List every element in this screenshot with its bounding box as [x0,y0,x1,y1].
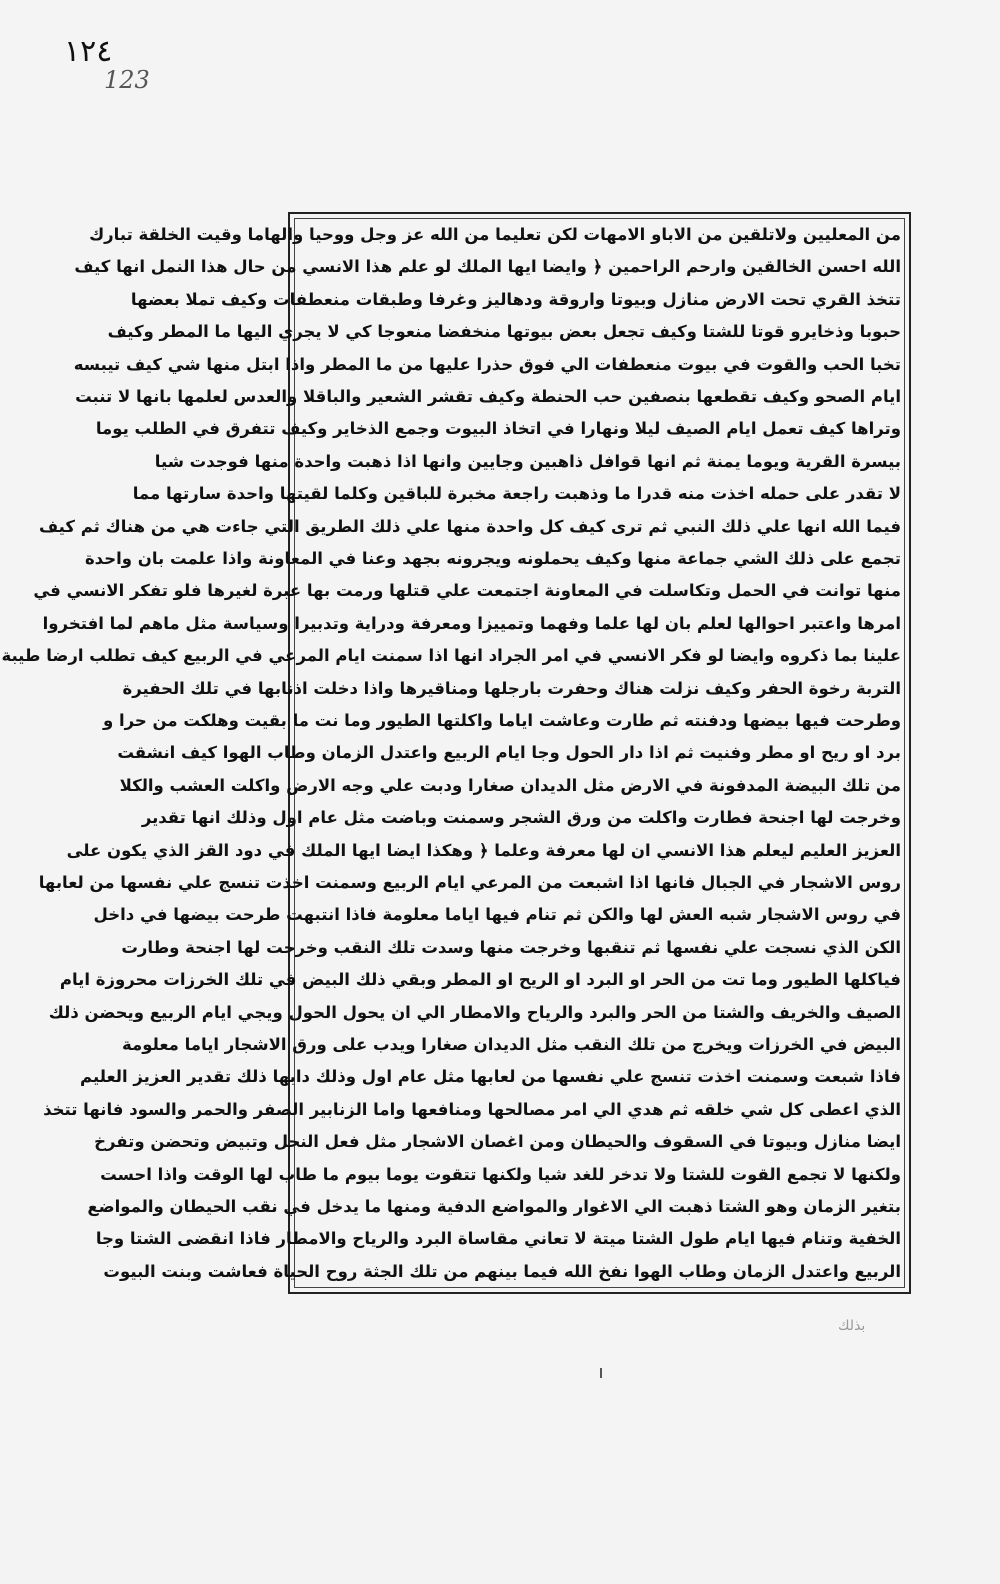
manuscript-line: وتراها كيف تعمل ايام الصيف ليلا ونهارا في اتخاذ البيوت وجمع الذخاير وكيف تتفرق في الطلب يوما [95,419,901,439]
manuscript-line: تتخذ القري تحت الارض منازل وبيوتا واروقة ودهاليز وغرفا وطبقات منعطفات وكيف تملا بعضها [130,289,901,309]
manuscript-line: منها توانت في الحمل وتكاسلت في المعاونة اجتمعت علي قتلها ورمت بها عبرة لغيرها فلو تفكر الانسي في [33,581,901,601]
manuscript-line: وخرجت لها اجنحة فطارت واكلت من ورق الشجر وسمنت وباضت مثل عام اول وذلك انها تقدير [141,808,901,828]
manuscript-line: الله احسن الخالقين وارحم الراحمين ﴿ وايضا ايها الملك لو علم هذا الانسي من حال هذا النمل انها كيف [74,257,901,277]
manuscript-line: حبوبا وذخايرو قوتا للشتا وكيف تجعل بعض بيوتها منخفضا منعوجا كي لا يجري اليها ما المطر وكيف [107,322,901,342]
manuscript-line: ولكنها لا تجمع القوت للشتا ولا تدخر للغد شيا ولكنها تتقوت يوما بيوم ما طاب لها الوقت واذا احست [100,1164,901,1184]
manuscript-line: من المعليين ولاتلقين من الاباو الامهات لكن تعليما من الله عز وجل ووحيا والهاما وقيت الخلقة تبارك [89,225,901,244]
manuscript-line: علينا بما ذكروه وايضا لو فكر الانسي في امر الجراد انها اذا سمنت ايام المرعي في الربيع كيف تطلب ارضا طيبة [1,646,901,666]
manuscript-line: العزيز العليم ليعلم هذا الانسي ان لها معرفة وعلما ﴿ وهكذا ايضا ايها الملك في دود القز الذي يكون على [66,840,901,860]
manuscript-line: الذي اعطى كل شي خلقه ثم هدي الي امر مصالحها ومنافعها واما الزنابير الصفر والحمر والسود فانها تتخذ [43,1099,901,1119]
manuscript-line: لا تقدر على حمله اخذت منه قدرا ما وذهبت راجعة مخبرة للباقين وكلما لقيتها واحدة سارتها مما [132,484,901,504]
manuscript-line: الخفية وتنام فيها ايام طول الشتا ميتة لا تعاني مقاساة البرد والرياح والامطار فاذا انقضى الشتا وجا [95,1229,901,1249]
manuscript-line: ايام الصحو وكيف تقطعها بنصفين حب الحنطة وكيف تقشر الشعير والباقلا والعدس لعلمها بانها لا تنبت [75,387,901,406]
manuscript-line: فاذا شبعت وسمنت اخذت تنسج علي نفسها من لعابها مثل عام اول وذلك دابها ذلك تقدير العزيز العليم [80,1067,901,1087]
manuscript-line: الصيف والخريف والشتا من الحر والبرد والرياح والامطار الي ان يحول الحول ويجي ايام الربيع ويحضن ذلك [48,1002,901,1022]
manuscript-line: فيما الله انها علي ذلك النبي ثم ترى كيف كل واحدة منها علي ذلك الطريق التي جاءت هي من هناك ثم كيف [38,516,901,536]
manuscript-line: الربيع واعتدل الزمان وطاب الهوا نفخ الله فيما بينهم من تلك الجثة روح الحياة فعاشت وبنت البيوت [103,1261,901,1281]
manuscript-line: روس الاشجار في الجبال فانها اذا اشبعت من المرعي ايام الربيع وسمنت اخذت تنسج علي نفسها من لعابها [38,873,901,892]
manuscript-line: تجمع على ذلك الشي جماعة منها وكيف يحملونه ويجرونه بجهد وعنا في المعاونة واذا علمت بان واحدة [84,549,901,568]
manuscript-line: من تلك البيضة المدفونة في الارض مثل الديدان صغارا ودبت علي وجه الارض واكلت العشب والكلا [119,775,901,795]
manuscript-line: بتغير الزمان وهو الشتا ذهبت الي الاغوار والمواضع الدفية ومنها ما يدخل في نقب الحيطان والمواضع [87,1197,901,1216]
manuscript-line: الكن الذي نسجت علي نفسها ثم تنقبها وخرجت منها وسدت تلك النقب وخرجت لها اجنحة وطارت [121,937,901,957]
folio-number-latin: 123 [104,66,150,94]
manuscript-text-block [1,222,901,1584]
manuscript-line: برد او ريح او مطر وفنيت ثم اذا دار الحول وجا ايام الربيع واعتدل الزمان وطاب الهوا كيف انشقت [117,743,901,763]
manuscript-line: امرها واعتبر احوالها لعلم بان لها علما وفهما وتمييزا ومعرفة ودراية وتدبيرا وسياسة مثل ماهم لما افتخروا [42,613,901,633]
manuscript-line: فياكلها الطيور وما تت من الحر او البرد او الريح او المطر وبقي ذلك البيض في تلك الخرزات محروزة ايام [59,970,901,990]
manuscript-line: التربة رخوة الحفر وكيف نزلت هناك وحفرت بارجلها ومناقيرها واذا دخلت اذنابها في تلك الحفيرة [122,678,901,698]
manuscript-line: وطرحت فيها بيضها ودفنته ثم طارت وعاشت اياما واكلتها الطيور وما نت ما بقيت وهلكت من حرا و [102,711,901,730]
manuscript-line: في روس الاشجار شبه العش لها والكن ثم تنام فيها اياما معلومة فاذا انتبهت طرحت بيضها في داخل [93,905,901,925]
manuscript-line: ايضا منازل وبيوتا في السقوف والحيطان ومن اغصان الاشجار مثل فعل النحل وتبيض وتحضن وتفرخ [94,1132,901,1152]
manuscript-line: بيسرة القرية ويوما يمنة ثم انها قوافل ذاهبين وجايين وانها اذا ذهبت واحدة منها فوجدت شيا [154,451,901,471]
margin-note: ﺑﺬﻟﻚ [838,1318,866,1334]
ink-mark [600,1368,602,1378]
folio-number-arabic: ١٢٤ [64,34,113,69]
manuscript-line: البيض في الخرزات ويخرج من تلك النقب مثل الديدان صغارا ويدب على ورق الاشجار اياما معلومة [122,1035,901,1054]
manuscript-line: تخبا الحب والقوت في بيوت منعطفات الي فوق حذرا عليها من ما المطر واذا ابتل منها شي كيف تيبسه [73,354,901,374]
